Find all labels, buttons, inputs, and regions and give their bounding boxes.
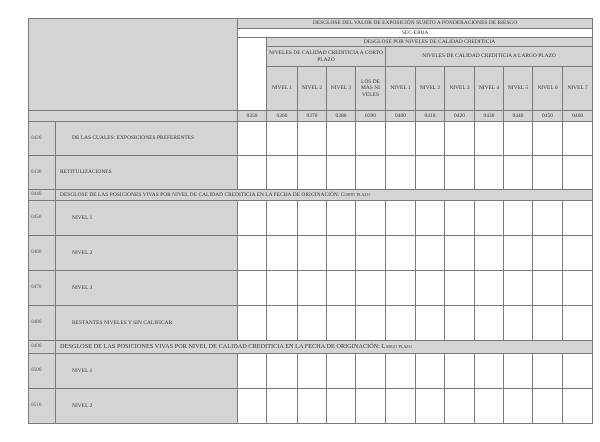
data-cell[interactable]: [386, 122, 416, 156]
data-cell[interactable]: [416, 236, 445, 271]
column-code: 0350: [238, 111, 267, 122]
data-cell[interactable]: [356, 271, 386, 306]
data-cell[interactable]: [386, 389, 416, 424]
data-cell[interactable]: [238, 156, 267, 190]
data-cell[interactable]: [356, 354, 386, 389]
main-title: DESGLOSE DEL VALOR DE EXPOSICIÓN SUJETO A PONDERACIONES DE RIESGO: [238, 19, 593, 29]
data-cell[interactable]: [416, 201, 445, 236]
section-row: [29, 190, 593, 201]
breakdown-title: DESGLOSE POR NIVELES DE CALIDAD CREDITICIA: [267, 38, 593, 47]
data-cell[interactable]: [298, 201, 327, 236]
data-cell[interactable]: [504, 122, 533, 156]
row-label: DE LAS CUALES: EXPOSICIONES PREFERENTES: [56, 122, 238, 156]
col-header: NIVEL 3: [327, 67, 356, 111]
reporting-template: [28, 18, 593, 424]
column-code: 0380: [327, 111, 356, 122]
column-code: 0460: [563, 111, 593, 122]
data-cell[interactable]: [356, 389, 386, 424]
data-cell[interactable]: [298, 122, 327, 156]
row-label: RESTANTES NIVELES Y SIN CALIFICAR: [56, 306, 238, 341]
data-cell[interactable]: [327, 354, 356, 389]
row-label: NIVEL 2: [56, 389, 238, 424]
column-code: 0430: [475, 111, 504, 122]
row-label: RETITULIZACIONES: [56, 156, 238, 190]
data-cell[interactable]: [475, 236, 504, 271]
data-cell[interactable]: [533, 201, 563, 236]
data-cell[interactable]: [356, 122, 386, 156]
table-row: [29, 156, 593, 190]
row-code: 0490: [29, 341, 56, 354]
table-row: [29, 306, 593, 341]
row-label: NIVEL 1: [56, 354, 238, 389]
col-header: NIVEL 5: [504, 67, 533, 111]
table-row: [29, 201, 593, 236]
data-cell[interactable]: [327, 271, 356, 306]
section-row: [29, 341, 593, 354]
long-term-header: NIVELES DE CALIDAD CREDITICIA A LARGO PLAZO: [386, 47, 593, 67]
data-cell[interactable]: [563, 201, 593, 236]
data-cell[interactable]: [386, 306, 416, 341]
col-header: NIVEL 2: [416, 67, 445, 111]
data-cell[interactable]: [356, 236, 386, 271]
column-code: 0400: [386, 111, 416, 122]
col-header: NIVEL 3: [445, 67, 475, 111]
row-label: NIVEL 3: [56, 271, 238, 306]
row-code: 0510: [29, 389, 56, 424]
table-row: [29, 122, 593, 156]
short-term-header: NIVELES DE CALIDAD CREDITICIA A CORTO PLAZO: [267, 47, 386, 67]
data-cell[interactable]: [327, 201, 356, 236]
data-cell[interactable]: [238, 354, 267, 389]
data-cell[interactable]: [504, 271, 533, 306]
column-code: 0420: [445, 111, 475, 122]
col-header: NIVEL 7: [563, 67, 593, 111]
data-cell[interactable]: [267, 122, 298, 156]
data-cell[interactable]: [267, 389, 298, 424]
data-cell[interactable]: [327, 389, 356, 424]
col-header: NIVEL 4: [475, 67, 504, 111]
data-cell[interactable]: [298, 354, 327, 389]
data-cell[interactable]: [386, 236, 416, 271]
data-cell[interactable]: [504, 201, 533, 236]
row-label: NIVEL 2: [56, 236, 238, 271]
table-row: [29, 354, 593, 389]
column-code: 0450: [533, 111, 563, 122]
data-cell[interactable]: [504, 389, 533, 424]
data-cell[interactable]: [416, 156, 445, 190]
data-cell[interactable]: [533, 271, 563, 306]
data-cell[interactable]: [327, 122, 356, 156]
data-cell[interactable]: [445, 156, 475, 190]
row-code: 0480: [29, 306, 56, 341]
col-header: NIVEL 1: [386, 67, 416, 111]
row-code: 0500: [29, 354, 56, 389]
data-cell[interactable]: [445, 389, 475, 424]
data-cell[interactable]: [298, 236, 327, 271]
data-cell[interactable]: [238, 236, 267, 271]
data-cell[interactable]: [298, 306, 327, 341]
data-cell[interactable]: [475, 201, 504, 236]
data-cell[interactable]: [298, 389, 327, 424]
data-cell[interactable]: [267, 201, 298, 236]
data-cell[interactable]: [475, 354, 504, 389]
data-cell[interactable]: [563, 306, 593, 341]
data-cell[interactable]: [475, 271, 504, 306]
column-code: 0360: [267, 111, 298, 122]
data-cell[interactable]: [416, 389, 445, 424]
data-cell[interactable]: [563, 122, 593, 156]
data-cell[interactable]: [386, 271, 416, 306]
row-code: 0440: [29, 190, 56, 201]
data-cell[interactable]: [475, 389, 504, 424]
codes-blank-cell: [29, 111, 238, 122]
data-cell[interactable]: [386, 156, 416, 190]
data-cell[interactable]: [267, 271, 298, 306]
data-cell[interactable]: [533, 354, 563, 389]
data-cell[interactable]: [298, 156, 327, 190]
data-cell[interactable]: [238, 306, 267, 341]
data-cell[interactable]: [445, 201, 475, 236]
data-cell[interactable]: [238, 201, 267, 236]
data-cell[interactable]: [327, 236, 356, 271]
data-cell[interactable]: [267, 236, 298, 271]
data-cell[interactable]: [475, 156, 504, 190]
data-cell[interactable]: [416, 271, 445, 306]
column-code: 0410: [416, 111, 445, 122]
col-header: NIVEL 6: [533, 67, 563, 111]
row-code: 0430: [29, 156, 56, 190]
table-row: [29, 389, 593, 424]
data-cell[interactable]: [238, 122, 267, 156]
data-cell[interactable]: [475, 306, 504, 341]
data-cell[interactable]: [267, 354, 298, 389]
data-cell[interactable]: [445, 271, 475, 306]
data-cell[interactable]: [445, 354, 475, 389]
col-header: NIVEL 2: [298, 67, 327, 111]
data-cell[interactable]: [238, 389, 267, 424]
data-cell[interactable]: [504, 306, 533, 341]
data-cell[interactable]: [563, 156, 593, 190]
data-cell[interactable]: [356, 201, 386, 236]
data-cell[interactable]: [475, 122, 504, 156]
row-code: 0450: [29, 201, 56, 236]
data-cell[interactable]: [533, 389, 563, 424]
data-cell[interactable]: [267, 306, 298, 341]
data-cell[interactable]: [416, 122, 445, 156]
section-label: DESGLOSE DE LAS POSICIONES VIVAS POR NIVEL DE CALIDAD CREDITICIA EN LA FECHA DE ORIGINACIÓN: Largo plazo: [56, 341, 593, 354]
data-cell[interactable]: [504, 236, 533, 271]
data-cell[interactable]: [563, 354, 593, 389]
data-cell[interactable]: [386, 201, 416, 236]
data-cell[interactable]: [563, 389, 593, 424]
data-cell[interactable]: [563, 271, 593, 306]
col-header: LOS DE MÁS NI VELES: [356, 67, 386, 111]
table-row: [29, 236, 593, 271]
row-code: 0420: [29, 122, 56, 156]
data-cell[interactable]: [445, 236, 475, 271]
data-cell[interactable]: [445, 122, 475, 156]
data-cell[interactable]: [386, 354, 416, 389]
row-code: 0460: [29, 236, 56, 271]
col-0350-header-blank: [238, 38, 267, 111]
data-cell[interactable]: [533, 156, 563, 190]
header-blank-cell: [29, 19, 238, 111]
data-cell[interactable]: [504, 354, 533, 389]
data-cell[interactable]: [416, 354, 445, 389]
column-code: 0390: [356, 111, 386, 122]
data-cell[interactable]: [267, 156, 298, 190]
section-label: DESGLOSE DE LAS POSICIONES VIVAS POR NIVEL DE CALIDAD CREDITICIA EN LA FECHA DE ORIGINACIÓN: Corto plazo: [56, 190, 593, 201]
exposure-breakdown-table: [28, 18, 593, 424]
sub-title: SEC-ERBA: [238, 29, 593, 38]
column-code: 0440: [504, 111, 533, 122]
data-cell[interactable]: [504, 156, 533, 190]
data-cell[interactable]: [356, 306, 386, 341]
data-cell[interactable]: [238, 271, 267, 306]
column-code: 0370: [298, 111, 327, 122]
data-cell[interactable]: [298, 271, 327, 306]
data-cell[interactable]: [445, 306, 475, 341]
data-cell[interactable]: [533, 306, 563, 341]
data-cell[interactable]: [563, 236, 593, 271]
data-cell[interactable]: [327, 306, 356, 341]
data-cell[interactable]: [533, 122, 563, 156]
row-label: NIVEL 1: [56, 201, 238, 236]
col-header: NIVEL 1: [267, 67, 298, 111]
table-row: [29, 271, 593, 306]
data-cell[interactable]: [416, 306, 445, 341]
data-cell[interactable]: [533, 236, 563, 271]
data-cell[interactable]: [356, 156, 386, 190]
row-code: 0470: [29, 271, 56, 306]
data-cell[interactable]: [327, 156, 356, 190]
